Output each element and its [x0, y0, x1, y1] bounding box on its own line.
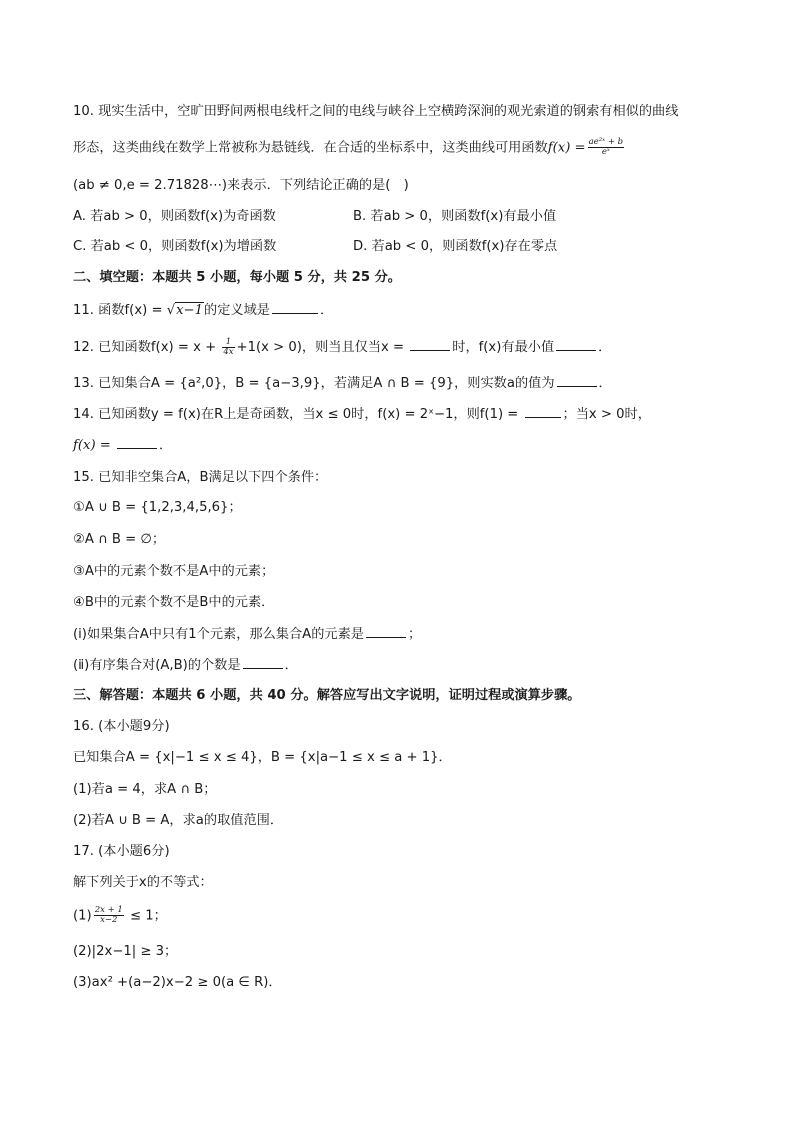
q13-end: ． [598, 376, 612, 391]
q11-suffix: 的定义域是 [204, 303, 270, 318]
q10-fraction [588, 138, 625, 157]
q15-condition-4: ④B中的元素个数不是B中的元素． [73, 595, 275, 610]
q15-condition-3: ③A中的元素个数不是A中的元素； [73, 564, 275, 579]
q10-fraction-denominator: eˣ [601, 147, 610, 157]
q11-line [73, 300, 333, 321]
q10-line1: 10. 现实生活中，空旷田野间两根电线杆之间的电线与峡谷上空横跨深涧的观光索道的钢索有相似的曲线 [73, 104, 679, 119]
q14-line1-a: 14. 已知函数y = f(x)在R上是奇函数，当x ≤ 0时，f(x) = 2ˣ−1，则f(1) = [73, 407, 523, 422]
q17-fraction-numerator: 2x + 1 [94, 905, 123, 915]
q14-line1 [73, 404, 651, 425]
q14-line2 [73, 435, 172, 456]
q16-part-1: (1)若a = 4，求A ∩ B； [73, 782, 217, 797]
q16-part-2: (2)若A ∪ B = A，求a的取值范围． [73, 813, 284, 828]
q12-fraction-numerator: 1 [222, 338, 234, 348]
q15-condition-1: ①A ∪ B = {1,2,3,4,5,6}； [73, 500, 242, 515]
q15-intro: 15. 已知非空集合A，B满足以下四个条件： [73, 470, 328, 485]
q17-title: 17. (本小题6分) [73, 844, 170, 859]
q10-function: f(x) = [547, 140, 586, 156]
q10-option-c: C. 若ab < 0，则函数f(x)为增函数 [73, 239, 277, 254]
q12-mid2: 时，f(x)有最小值 [452, 340, 555, 355]
q17-part-1 [73, 906, 167, 927]
q17-intro: 解下列关于x的不等式： [73, 875, 213, 890]
q17-fraction-denominator: x−2 [100, 915, 118, 925]
q10-line3: (ab ≠ 0,e = 2.71828⋯)来表示．下列结论正确的是( ) [73, 178, 409, 193]
q15-answer-blank-1 [366, 624, 406, 638]
q10-line2-text: 形态，这类曲线在数学上常被称为悬链线．在合适的坐标系中，这类曲线可用函数 [73, 140, 548, 156]
q10-option-d: D. 若ab < 0，则函数f(x)存在零点 [353, 239, 558, 254]
q12-fraction-denominator: 4x [223, 346, 234, 357]
q12-answer-blank-1 [410, 337, 450, 351]
q13-line [73, 373, 612, 394]
q12-line [73, 337, 611, 358]
q11-end: ． [319, 303, 334, 318]
q12-mid: +1(x > 0)，则当且仅当x = [236, 340, 409, 355]
q14-line2-text: f(x) = [73, 438, 116, 453]
q15-part-1-text: (i)如果集合A中只有1个元素，那么集合A的元素是 [73, 627, 364, 642]
q10-option-b: B. 若ab > 0，则函数f(x)有最小值 [353, 209, 557, 224]
q12-prefix: 12. 已知函数f(x) = x + [73, 340, 221, 355]
q15-part-2-text: (ⅱ)有序集合对(A,B)的个数是 [73, 658, 241, 673]
q17-part-3: (3)ax² +(a−2)x−2 ≥ 0(a ∈ R)． [73, 975, 282, 990]
q14-answer-blank-1 [525, 404, 561, 418]
q15-answer-blank-2 [243, 655, 283, 669]
q14-line1-b: ；当x > 0时， [562, 407, 651, 422]
q14-answer-blank-2 [117, 435, 157, 449]
q17-part-1-suffix: ≤ 1； [125, 908, 167, 924]
q17-fraction [94, 906, 124, 925]
q11-prefix: 11. 函数f(x) = [73, 303, 167, 318]
q13-text: 13. 已知集合A = {a²,0}，B = {a−3,9}，若满足A ∩ B = {9}，则实数a的值为 [73, 376, 555, 391]
q13-answer-blank [557, 373, 597, 387]
q15-part-2 [73, 655, 298, 676]
q10-option-a: A. 若ab > 0，则函数f(x)为奇函数 [73, 209, 276, 224]
q12-answer-blank-2 [556, 337, 596, 351]
section-2-heading: 二、填空题：本题共 5 小题，每小题 5 分，共 25 分。 [73, 270, 401, 285]
q11-answer-blank [272, 300, 318, 314]
q17-part-1-prefix: (1) [73, 908, 92, 924]
q10-fraction-numerator: ae²ˣ + b [588, 137, 624, 147]
q14-end: ． [159, 438, 173, 453]
q15-part-1 [73, 624, 421, 645]
q11-radicand: x−1 [176, 303, 204, 318]
q16-title: 16. (本小题9分) [73, 719, 170, 734]
q12-fraction [222, 338, 234, 357]
q15-part-2-end: ． [284, 658, 298, 673]
q15-part-1-end: ； [407, 627, 422, 642]
section-3-heading: 三、解答题：本题共 6 小题，共 40 分。解答应写出文字说明，证明过程或演算步骤。 [73, 688, 581, 703]
q15-condition-2: ②A ∩ B = ∅； [73, 532, 166, 547]
q12-end: ． [598, 340, 612, 355]
sqrt-sign: √ [166, 303, 176, 318]
q16-given: 已知集合A = {x|−1 ≤ x ≤ 4}，B = {x|a−1 ≤ x ≤ a + 1}． [73, 750, 452, 765]
q17-part-2: (2)|2x−1| ≥ 3； [73, 944, 178, 959]
q10-line2 [73, 138, 626, 159]
